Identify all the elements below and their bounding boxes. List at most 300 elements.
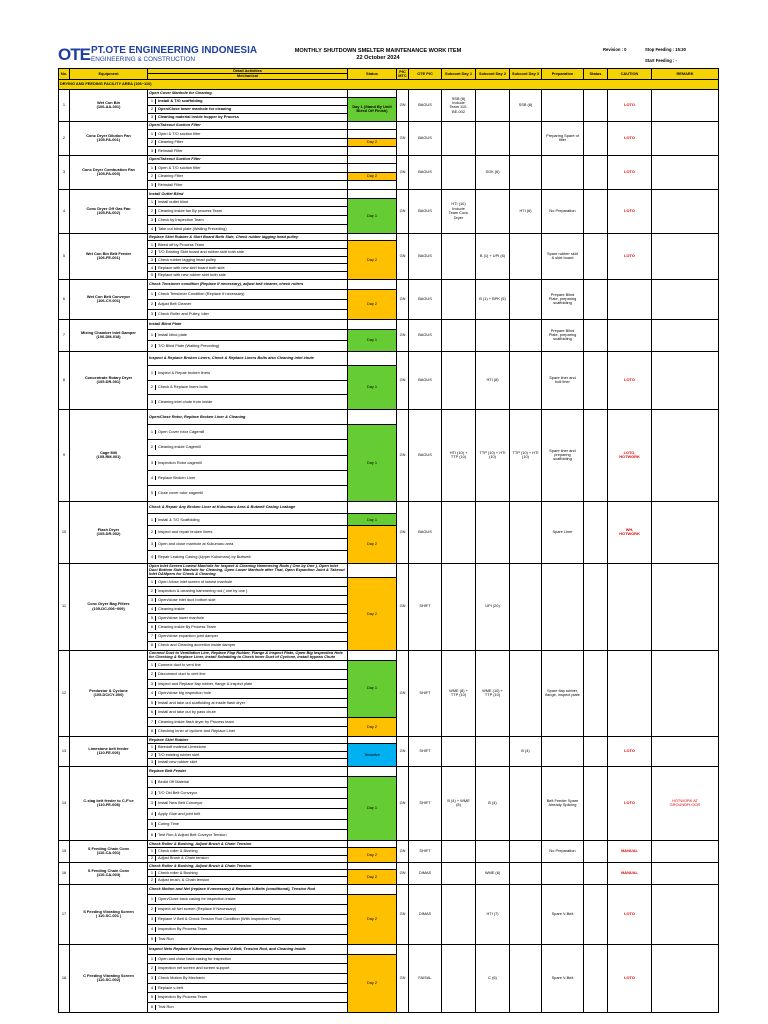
task-index: 5 xyxy=(149,701,156,705)
subcont-day1 xyxy=(442,563,476,650)
task-index: 6 xyxy=(149,833,156,837)
subcont-day1 xyxy=(442,862,476,884)
task-text: Replace Broken Liner xyxy=(158,474,196,480)
task-text: Disconnect duct to vent line xyxy=(158,671,206,677)
preparation: Spare Liner xyxy=(542,501,584,563)
task-cell xyxy=(148,855,348,862)
subcont-day2: C (6) xyxy=(476,944,510,1012)
caution-label xyxy=(608,319,652,351)
subcont-day3 xyxy=(510,319,542,351)
task-cell xyxy=(148,97,348,105)
ote-pic: BAGUS xyxy=(409,89,442,121)
subcont-day3 xyxy=(510,501,542,563)
task-index: 3 xyxy=(149,598,156,602)
subcont-day2 xyxy=(476,189,510,233)
caution-label: MANUAL xyxy=(608,840,652,862)
status-empty-cell xyxy=(348,130,397,139)
company-logo xyxy=(58,46,257,64)
task-text: Reinstall Filter xyxy=(158,181,183,187)
caution-label: LOTO xyxy=(608,233,652,279)
subcont-day2: TTP (10) + HTI (10) xyxy=(476,409,510,501)
status-badge: Day 2 xyxy=(348,241,397,279)
task-cell xyxy=(148,551,348,563)
pic-mtc: GN xyxy=(397,884,409,944)
status-header-cell xyxy=(348,944,397,954)
status-header-cell xyxy=(348,279,397,289)
task-text: Take out blind plate (Waiting Preceding) xyxy=(158,225,227,231)
task-text: Inspection By Process Team xyxy=(158,994,208,1000)
row-number: 4 xyxy=(59,189,70,233)
task-index: 1 xyxy=(149,518,156,522)
ote-pic: DIMAS xyxy=(409,862,442,884)
subcont-day2 xyxy=(476,840,510,862)
task-text: Cleaning inside fan By process Team xyxy=(158,208,222,214)
pic-mtc: GN xyxy=(397,501,409,563)
status-header-cell xyxy=(348,155,397,164)
task-index: 2 xyxy=(149,530,156,534)
subcont-day1 xyxy=(442,351,476,409)
task-text: Cleaning inside By Process Team xyxy=(158,624,216,630)
task-text: Open & T/O suction filter xyxy=(158,164,201,170)
row-number: 7 xyxy=(59,319,70,351)
task-text: Reinstall Filter xyxy=(158,147,183,153)
task-text: Open and close manhole at Kukumaru area xyxy=(158,541,234,547)
task-cell xyxy=(148,798,348,809)
company-subtitle: ENGINEERING & CONSTRUCTION xyxy=(90,56,195,63)
preparation xyxy=(542,563,584,650)
task-cell xyxy=(148,241,348,249)
caution-label xyxy=(608,563,652,650)
task-text: Cleaning material inside hopper by Process xyxy=(158,114,239,120)
task-text: Install and take out scaffolding at inside flash dryer xyxy=(158,699,246,705)
task-cell xyxy=(148,299,348,309)
equipment-row xyxy=(59,319,719,330)
equipment-row xyxy=(59,155,719,164)
subcont-day2: B (1) + UPI (6) xyxy=(476,233,510,279)
task-cell xyxy=(148,440,348,455)
activity-title: Open Inlet Screen Lowest Manhole for Inspect & Cleaning Hammering Rods ( One by One ), Open Inlet Duct Bottom Side Manhole for Cleaning, Open Lower Manhole after That, Open Expantion Joint & Takeout Inlet DAMpers for Check & Cleaning xyxy=(148,563,348,577)
caution-label: MANUAL xyxy=(608,862,652,884)
task-index: 3 xyxy=(149,917,156,921)
subcont-day3 xyxy=(510,563,542,650)
activity-title: Check Roller & Bushing, Adjust Brush & Chain Tension xyxy=(148,862,348,869)
subcont-day1 xyxy=(442,501,476,563)
row-number: 12 xyxy=(59,650,70,736)
subcont-day2: WME (10) + TTP (10) xyxy=(476,650,510,736)
task-cell xyxy=(148,256,348,264)
task-cell xyxy=(148,993,348,1003)
document-page xyxy=(58,44,718,1013)
status-header-cell xyxy=(348,121,397,130)
status-badge: Day 1 xyxy=(348,514,397,526)
status-header-cell xyxy=(348,233,397,241)
equipment-row xyxy=(59,189,719,198)
task-text: Install new rubber skirt xyxy=(158,759,197,765)
activity-title: Open/Takeout Suction Filter xyxy=(148,121,348,130)
task-index: 3 xyxy=(149,149,156,153)
task-cell xyxy=(148,207,348,216)
activity-title: Open/Close Rotor, Replace Broken Liner & Cleaning xyxy=(148,409,348,424)
task-text: Inspection net screen and screen support xyxy=(158,965,230,971)
row-number: 8 xyxy=(59,351,70,409)
equipment-name: C Feeding Vibrating Screen (110-SC-002) xyxy=(70,944,148,1012)
task-cell xyxy=(148,577,348,586)
ote-pic: BAGUS xyxy=(409,319,442,351)
row-number: 11 xyxy=(59,563,70,650)
task-text: Check & Replace liners bolts xyxy=(158,384,208,390)
task-index: 5 xyxy=(149,822,156,826)
task-index: 1 xyxy=(149,897,156,901)
status-badge: Day 1 xyxy=(348,366,397,410)
status-badge: Day 1 xyxy=(348,330,397,351)
status-header-cell xyxy=(348,89,397,97)
task-text: Open/Close lower manhole for cleaning xyxy=(158,106,232,112)
remark-label xyxy=(652,944,719,1012)
subcont-day3 xyxy=(510,862,542,884)
task-cell xyxy=(148,924,348,934)
preparation: Spare V-Belt xyxy=(542,944,584,1012)
task-cell xyxy=(148,870,348,877)
caution-label: WH, HOTWORK xyxy=(608,501,652,563)
task-cell xyxy=(148,717,348,727)
preparation: Prepare Blind Plate, preparing scaffolding xyxy=(542,319,584,351)
task-cell xyxy=(148,744,348,752)
equipment-row xyxy=(59,884,719,894)
task-text: T/O Existing Skirt board and rubber skirt both side xyxy=(158,249,245,255)
row-number: 1 xyxy=(59,89,70,121)
caution-label: LOTO xyxy=(608,766,652,840)
preparation xyxy=(542,862,584,884)
activity-title: Install Blind Plate xyxy=(148,319,348,330)
remark-label: HOTWORK AT GROUNDFLOOR xyxy=(652,766,719,840)
activity-title: Check & Repair Any Broken Liner at Kukumaru Area & Butwelt Casing Leakage xyxy=(148,501,348,513)
equipment-name: Wet Con Belt Conveyor (106-CV-001) xyxy=(70,279,148,319)
equipment-name: Conc Dryer Off Gas Fan (105-FA-002) xyxy=(70,189,148,233)
caution-label xyxy=(608,279,652,319)
subcont-day3: SSB (6) xyxy=(510,89,542,121)
start-feeding-label: Start Feeding : - xyxy=(645,58,677,63)
status2-cell xyxy=(584,233,608,279)
ote-pic: BAGUS xyxy=(409,409,442,501)
task-cell xyxy=(148,130,348,139)
task-cell xyxy=(148,113,348,121)
task-text: Bedid Off Material xyxy=(158,779,190,785)
equipment-row xyxy=(59,736,719,744)
row-number: 15 xyxy=(59,840,70,862)
row-number: 5 xyxy=(59,233,70,279)
remark-label xyxy=(652,862,719,884)
preparation: No Preparation xyxy=(542,189,584,233)
ote-pic: SHIFT xyxy=(409,840,442,862)
subcont-day3 xyxy=(510,351,542,409)
task-index: 2 xyxy=(149,966,156,970)
status2-cell xyxy=(584,409,608,501)
status-badge: Day 2 xyxy=(348,894,397,944)
status2-cell xyxy=(584,563,608,650)
task-cell xyxy=(148,341,348,352)
equipment-name: Conc Dryer Combustion Fan (105-FA-003) xyxy=(70,155,148,189)
task-cell xyxy=(148,147,348,156)
task-cell xyxy=(148,819,348,830)
caution-label: LOTO xyxy=(608,944,652,1012)
status-badge-secondary: Day 2 xyxy=(348,526,397,563)
task-text: Check rubber lagging head pulley xyxy=(158,256,216,262)
task-cell xyxy=(148,623,348,632)
task-index: 3 xyxy=(149,258,156,262)
subcont-day1: WME (8) + TTP (10) xyxy=(442,650,476,736)
task-text: T/O existing rubber skirt xyxy=(158,751,200,757)
preparation: Spare flap rubber, flange, inspect plate xyxy=(542,650,584,736)
status-badge: Day 1 xyxy=(348,198,397,233)
task-index: 2 xyxy=(149,589,156,593)
status-empty-cell xyxy=(348,164,397,173)
caution-label xyxy=(608,650,652,736)
remark-label xyxy=(652,319,719,351)
row-number: 6 xyxy=(59,279,70,319)
caution-label: LOTO xyxy=(608,189,652,233)
task-cell xyxy=(148,395,348,410)
caution-label: LOTO xyxy=(608,155,652,189)
task-text: Open Cover rotor Cagemill xyxy=(158,428,205,434)
pic-mtc: GN xyxy=(397,189,409,233)
task-cell xyxy=(148,486,348,501)
task-index: 1 xyxy=(149,430,156,434)
ote-pic: BAGUS xyxy=(409,501,442,563)
ote-pic: FAISAL xyxy=(409,944,442,1012)
task-cell xyxy=(148,105,348,113)
status2-cell xyxy=(584,840,608,862)
task-index: 1 xyxy=(149,871,156,875)
task-cell xyxy=(148,216,348,225)
task-text: Trial Run xyxy=(158,936,174,942)
equipment-name: Concentrate Rotary Dryer (105-DR-001) xyxy=(70,351,148,409)
equipment-row xyxy=(59,279,719,289)
task-cell xyxy=(148,777,348,788)
task-text: Install New Belt Conveyor xyxy=(158,800,203,806)
remark-label xyxy=(652,884,719,944)
status-badge: Day 1 (Stand By Until Bleed Off Finish) xyxy=(348,97,397,121)
subcont-day3 xyxy=(510,650,542,736)
status2-cell xyxy=(584,155,608,189)
pic-mtc: GN xyxy=(397,766,409,840)
task-text: Inspect all Net screen (Replace If Necessary) xyxy=(158,906,237,912)
task-text: Cleaning Filter xyxy=(158,173,184,179)
task-index: 5 xyxy=(149,937,156,941)
status-header-cell xyxy=(348,736,397,744)
subcont-day3 xyxy=(510,233,542,279)
task-index: 2 xyxy=(149,302,156,306)
status2-cell xyxy=(584,766,608,840)
task-cell xyxy=(148,914,348,924)
work-item-table xyxy=(58,68,719,1013)
subcont-day2 xyxy=(476,736,510,766)
status-header-cell xyxy=(348,563,397,577)
task-cell xyxy=(148,641,348,650)
status-header-cell xyxy=(348,884,397,894)
task-cell xyxy=(148,954,348,964)
task-cell xyxy=(148,964,348,974)
task-text: Install and take out by pass chute xyxy=(158,709,216,715)
task-text: Adjust brush, & Chain tension xyxy=(158,877,210,883)
remark-label xyxy=(652,501,719,563)
task-text: Inspection Rotor cagemill xyxy=(158,459,202,465)
document-title: MONTHLY SHUTDOWN SMELTER MAINTENANCE WORK ITEM xyxy=(294,48,462,54)
status2-cell xyxy=(584,501,608,563)
row-number: 10 xyxy=(59,501,70,563)
revision-label: Revision : 0 xyxy=(603,47,627,52)
task-cell xyxy=(148,934,348,944)
status-badge: Day 1 xyxy=(348,777,397,840)
status-badge: Day 2 xyxy=(348,870,397,885)
task-cell xyxy=(148,973,348,983)
ote-pic: SHIFT xyxy=(409,563,442,650)
row-number: 18 xyxy=(59,944,70,1012)
task-cell xyxy=(148,272,348,280)
status-badge: Tentative xyxy=(348,744,397,767)
subcont-day1 xyxy=(442,840,476,862)
task-cell xyxy=(148,788,348,799)
task-text: Adjust Belt Cleaner xyxy=(158,301,192,307)
subcont-day1: SSB (8) Include Team 110- BE-002 xyxy=(442,89,476,121)
col-preparation: Preparation xyxy=(542,69,584,80)
task-index: 1 xyxy=(149,333,156,337)
subcont-day2: WME (6) xyxy=(476,862,510,884)
ote-pic: DIMAS xyxy=(409,884,442,944)
task-index: 4 xyxy=(149,555,156,559)
remark-label xyxy=(652,409,719,501)
preparation xyxy=(542,155,584,189)
row-number: 2 xyxy=(59,121,70,155)
status-header-cell xyxy=(348,650,397,660)
col-subcont-day2: Subcont Day 2 xyxy=(476,69,510,80)
task-cell xyxy=(148,877,348,884)
task-index: 8 xyxy=(149,729,156,733)
task-text: Check Motion By Mechanic xyxy=(158,975,206,981)
status-empty-cell xyxy=(348,147,397,156)
task-text: Open /close inlet screen of lowest manhole xyxy=(158,578,233,584)
task-index: 2 xyxy=(149,753,156,757)
pic-mtc: GN xyxy=(397,409,409,501)
task-index: 2 xyxy=(149,209,156,213)
activity-title: Inspect Nets Replace If Necessary, Replace V-Belt, Tension Rod, and Cleaning Inside xyxy=(148,944,348,954)
task-index: 5 xyxy=(149,491,156,495)
task-index: 1 xyxy=(149,849,156,853)
task-cell xyxy=(148,425,348,440)
status-badge: Day 2 xyxy=(348,848,397,863)
ote-pic: BAGUS xyxy=(409,121,442,155)
equipment-name: Cage Mill (105-RM-001) xyxy=(70,409,148,501)
ote-pic: BAGUS xyxy=(409,189,442,233)
status-header-cell xyxy=(348,319,397,330)
equipment-row xyxy=(59,121,719,130)
pic-mtc: GN xyxy=(397,862,409,884)
task-index: 4 xyxy=(149,927,156,931)
subcont-day3 xyxy=(510,840,542,862)
pic-mtc: GN xyxy=(397,736,409,766)
document-title-block xyxy=(263,48,493,62)
task-text: Install outlet blind xyxy=(158,199,189,205)
subcont-day3 xyxy=(510,944,542,1012)
task-cell xyxy=(148,514,348,526)
task-cell xyxy=(148,366,348,381)
col-ote-pic: OTE PIC xyxy=(409,69,442,80)
task-text: Bleed off by Process Team xyxy=(158,241,205,247)
pic-mtc: GN xyxy=(397,840,409,862)
ote-pic: BAGUS xyxy=(409,351,442,409)
task-text: Check and Cleaning accretion inside damper xyxy=(158,642,236,648)
equipment-name: S Feeding Chain Conv (110-CA-001) xyxy=(70,840,148,862)
document-date: 22 October 2024 xyxy=(356,55,400,61)
col-status: Status xyxy=(348,69,397,80)
subcont-day2: B (1) + BPK (5) xyxy=(476,279,510,319)
row-number: 9 xyxy=(59,409,70,501)
task-text: Check Tensioner Condition (Replace If necessary) xyxy=(158,291,245,297)
col-status2: Status xyxy=(584,69,608,80)
task-cell xyxy=(148,526,348,538)
equipment-name: C-slag belt feeder to C-F'ce (110-FE-008) xyxy=(70,766,148,840)
company-name: PT.OTE ENGINEERING INDONESIA xyxy=(90,45,258,56)
task-text: Replace with new skirt board both side xyxy=(158,264,225,270)
task-cell xyxy=(148,596,348,605)
task-index: 6 xyxy=(149,625,156,629)
task-index: 2 xyxy=(149,856,156,860)
subcont-day2: SGK (6) xyxy=(476,155,510,189)
task-text: Repair Leaking Casing (Upper Kukumaru) by Buttwelt xyxy=(158,553,251,559)
caution-label: LOTO xyxy=(608,736,652,766)
task-cell xyxy=(148,138,348,147)
preparation xyxy=(542,736,584,766)
task-text: Trial Run xyxy=(158,1004,174,1010)
activity-title: Install Outlet Blind xyxy=(148,189,348,198)
subcont-day3: B (4) xyxy=(510,736,542,766)
task-index: 3 xyxy=(149,218,156,222)
subcont-day1: HTI (10) + TTP (10) xyxy=(442,409,476,501)
col-remark: REMARK xyxy=(652,69,719,80)
task-index: 5 xyxy=(149,273,156,277)
task-text: Install blind plate xyxy=(158,332,187,338)
section-header-row xyxy=(59,79,719,89)
task-index: 7 xyxy=(149,720,156,724)
col-activities: Detail Activities xyxy=(148,69,348,74)
task-cell xyxy=(148,632,348,641)
ote-pic: BAGUS xyxy=(409,279,442,319)
task-index: 3 xyxy=(149,115,156,119)
equipment-row xyxy=(59,89,719,97)
subcont-day1 xyxy=(442,319,476,351)
task-index: 2 xyxy=(149,250,156,254)
task-index: 2 xyxy=(149,791,156,795)
subcont-day2 xyxy=(476,319,510,351)
activity-title: Check Tensioner condition (Replace If necessary), adjust belt cleaner, check rollers xyxy=(148,279,348,289)
task-index: 4 xyxy=(149,227,156,231)
task-text: Bleedoff material Limestone xyxy=(158,744,207,750)
task-index: 6 xyxy=(149,710,156,714)
task-index: 4 xyxy=(149,476,156,480)
task-text: Check Roller and Pulley, Idler xyxy=(158,311,209,317)
status-badge: Day 2 xyxy=(348,289,397,319)
preparation xyxy=(542,89,584,121)
row-number: 13 xyxy=(59,736,70,766)
status2-cell xyxy=(584,279,608,319)
task-index: 1 xyxy=(149,780,156,784)
remark-label xyxy=(652,189,719,233)
logo-mark: OTE xyxy=(58,45,90,64)
remark-label xyxy=(652,155,719,189)
task-cell xyxy=(148,759,348,767)
subcont-day2: HTI (7) xyxy=(476,884,510,944)
task-index: 4 xyxy=(149,691,156,695)
preparation: Spare V-Belt xyxy=(542,884,584,944)
